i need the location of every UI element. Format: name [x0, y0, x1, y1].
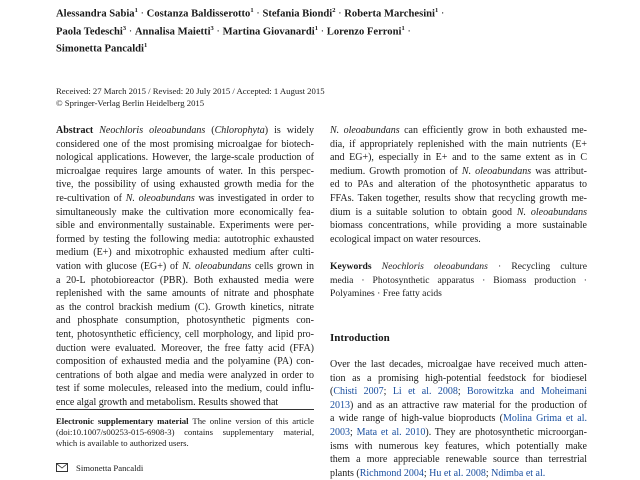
text-line: composition of exhausted media and the polyamine (PA) con- [56, 356, 314, 368]
author-name: Alessandra Sabia [56, 8, 135, 20]
corresponding-author [56, 462, 314, 474]
affiliation-mark: 1 [435, 7, 439, 14]
text-line: biomass concentrations, while providing a more sustainable [330, 220, 587, 232]
author-name: Costanza Baldisserotto [146, 8, 251, 20]
corresponding-author-name: Simonetta Pancaldi [76, 463, 144, 473]
text-line: simultaneously make the cultivation more economically fea- [56, 206, 314, 218]
text-line: centrations of both algae and media were analyzed in order to [56, 369, 314, 381]
text-line: test if some molecules, released into the medium, could influ- [56, 383, 314, 395]
text-line: Keywords Neochloris oleoabundans · Recycling culture [330, 261, 588, 272]
envelope-icon [56, 463, 68, 472]
abstract-left-column [56, 124, 314, 409]
affiliation-mark: 1 [134, 7, 138, 14]
affiliation-mark: 1 [250, 7, 254, 14]
text-line: them a more appreciable renewable source than terrestrial [330, 454, 587, 466]
text-line: Electronic supplementary material The online version of this article [56, 416, 314, 426]
text-line: ed to PAs and alteration of the photosynthetic apparatus to [330, 179, 587, 191]
text-line: replenished with the same amounts of nitrate and phosphate [56, 288, 314, 300]
author-name: Martina Giovanardi [222, 26, 315, 38]
text-line: (doi:10.1007/s00253-015-6908-3) contains supplementary material, [56, 427, 314, 438]
text-line: nological applications. However, the large-scale production of [56, 152, 314, 164]
label: Electronic supplementary material [56, 416, 193, 426]
label: Keywords [330, 261, 382, 272]
text-line: dia, if appropriately replenished with the main nutrients (E+ [330, 138, 587, 150]
author-list [56, 4, 576, 57]
author-name: Roberta Marchesini [344, 8, 436, 20]
text-line: media · Photosynthetic apparatus · Biomass production · [330, 274, 587, 286]
text-line: and phosphate consumption, photosynthetic pigments con- [56, 315, 314, 327]
author-name: Paola Tedeschi [56, 26, 123, 38]
text-line: as the control brackish medium (C). Growth kinetics, nitrate [56, 301, 314, 313]
text-line: a 20-L photobioreactor (PBR). Both exhausted media were [56, 274, 314, 286]
text-line: medium. Growth promotion of N. oleoabundans was attribut- [330, 165, 588, 177]
text-line: plants (Richmond 2004; Hu et al. 2008; Ndimba et al. [330, 467, 546, 479]
text-line: formed by testing the following media: autotrophic exhausted [56, 233, 314, 245]
section-heading-introduction: Introduction [330, 332, 390, 344]
text-line: isms with numerous key features, which potentially make [330, 440, 587, 452]
text-line: and EG+), especially in E+ and to the same extent as in C [330, 152, 587, 164]
copyright: © Springer-Verlag Berlin Heidelberg 2015 [56, 97, 205, 108]
author-name: Stefania Biondi [262, 8, 333, 20]
article-history [56, 86, 356, 109]
text-line: re-cultivation of N. oleoabundans was investigated in order to [56, 192, 315, 204]
label: Abstract [56, 125, 100, 136]
author-name: Lorenzo Ferroni [326, 26, 402, 38]
affiliation-mark: 1 [144, 42, 148, 50]
author-name: Annalisa Maietti [134, 26, 211, 38]
text-line: sible and environmentally sustainable. Experiments were per- [56, 220, 314, 232]
text-line: medium (E+) and mixotrophic exhausted medium after culti- [56, 247, 314, 259]
text-line: ence algal growth and metabolism. Results showed that [56, 396, 279, 408]
keywords-block [330, 260, 587, 301]
affiliation-mark: 3 [210, 24, 214, 32]
text-line: (Chisti 2007; Li et al. 2008; Borowitzka and Moheimani [330, 386, 588, 398]
text-line: dium is a suitable solution to obtain good N. oleoabundans [330, 206, 587, 218]
author-line-2: Paola Tedeschi$^3$ · Annalisa Maietti$^3$ · Martina Giovanardi$^1$ · Lorenzo Ferroni$^1$ · [56, 24, 411, 38]
text-line: 2013) and as an attractive raw material for the production of [330, 399, 587, 411]
affiliation-mark: 3 [122, 24, 127, 32]
affiliation-mark: 2 [332, 7, 336, 14]
text-line: Over the last decades, microalgae have received much atten- [330, 359, 587, 370]
author-line-1: Alessandra Sabia$^1$ · Costanza Baldisserotto$^1$ · Stefania Biondi$^2$ · Roberta Marchesini$^1$ · [56, 7, 445, 20]
text-line: 2003; Mata et al. 2010). They are photosynthetic microorgan- [330, 426, 588, 438]
text-line: a wide range of high-value bioproducts (Molina Grima et al. [330, 413, 587, 425]
text-line: FFAs. Taken together, results show that recycling growth me- [330, 192, 587, 204]
affiliation-mark: 1 [401, 24, 405, 32]
text-line: which is available to authorized users. [56, 438, 189, 449]
text-line: considered one of the most promising microalgae for biotech- [56, 138, 314, 150]
text-line: vation with glucose (EG+) of N. oleoabundans cells grown in [56, 260, 315, 272]
author-line-3 [56, 39, 576, 57]
text-line: Polyamines · Free fatty acids [330, 288, 442, 300]
text-line: tent, photosynthetic efficiency, cell morphology, and lipid pro- [56, 328, 314, 340]
text-line: microalgae requires large amounts of water. In this perspec- [56, 165, 314, 177]
author-name: Simonetta Pancaldi [56, 43, 144, 55]
received-revised-accepted: Received: 27 March 2015 / Revised: 20 July 2015 / Accepted: 1 August 2015 [56, 86, 325, 96]
introduction-text [330, 358, 587, 480]
text-line: N. oleoabundans can efficiently grow in both exhausted me- [330, 125, 587, 136]
supplementary-note [56, 409, 314, 450]
text-line: tive, the possibility of using exhausted growth media for the [56, 179, 314, 191]
abstract-right-column [330, 124, 587, 246]
text-line: tion as a promising high-potential feedstock for biodiesel [330, 372, 587, 384]
affiliation-mark: 1 [314, 24, 318, 32]
text-line: duction were evaluated. Moreover, the free fatty acid (FFA) [56, 342, 314, 354]
text-line: Abstract Neochloris oleoabundans (Chlorophyta) is widely [56, 125, 314, 136]
text-line: ecological impact on water resources. [330, 233, 481, 245]
